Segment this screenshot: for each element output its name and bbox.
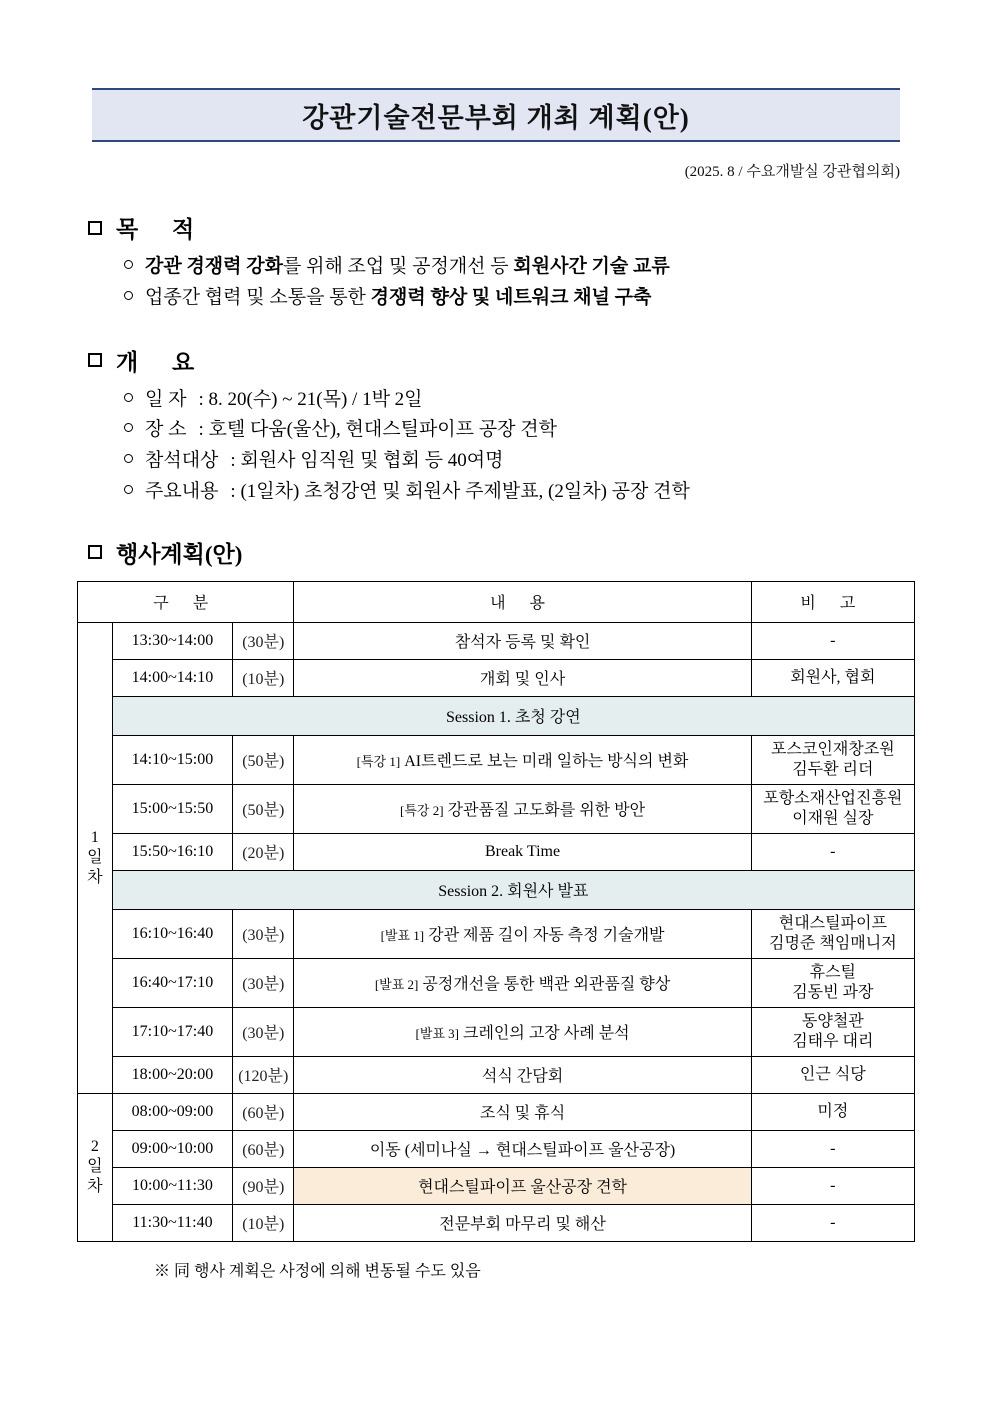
section-overview-bullets <box>124 385 918 508</box>
square-bullet-icon <box>88 221 102 235</box>
day-cell-1: 1 일 차 <box>78 622 113 1093</box>
circle-bullet-icon <box>124 260 133 269</box>
overview-label-contents: 주요내용 <box>145 480 219 502</box>
overview-value-date: : 8. 20(수) ~ 21(목) / 1박 2일 <box>198 388 423 410</box>
duration-cell: (30분) <box>233 622 294 659</box>
section-purpose-bullets <box>124 252 918 314</box>
table-row-session <box>78 870 915 909</box>
list-item <box>124 415 918 446</box>
list-item <box>124 385 918 416</box>
table-row <box>78 909 915 958</box>
session-header-2: Session 2. 회원사 발표 <box>112 870 914 909</box>
circle-bullet-icon <box>124 393 133 402</box>
table-row <box>78 1093 915 1130</box>
content-cell: 개회 및 인사 <box>294 659 751 696</box>
note-line-2: 김태우 대리 <box>792 1032 874 1050</box>
purpose-line-1: 강관 경쟁력 강화를 위해 조업 및 공정개선 등 회원사간 기술 교류 <box>145 256 670 277</box>
note-line-2: 이재원 실장 <box>792 809 874 827</box>
time-cell: 16:40~17:10 <box>112 958 232 1007</box>
duration-cell: (60분) <box>233 1130 294 1167</box>
section-overview-heading <box>88 344 918 377</box>
duration-cell: (90분) <box>233 1167 294 1204</box>
overview-label-place: 장 소 <box>145 419 187 441</box>
content-cell: 조식 및 휴식 <box>294 1093 751 1130</box>
time-cell: 15:00~15:50 <box>112 784 232 833</box>
document-title-bar <box>92 88 900 142</box>
note-cell: 회원사, 협회 <box>751 659 914 696</box>
content-tag: [특강 2] <box>400 803 444 819</box>
table-header-row <box>78 581 915 622</box>
content-text: AI트렌드로 보는 미래 일하는 방식의 변화 <box>404 753 689 771</box>
time-cell: 17:10~17:40 <box>112 1007 232 1056</box>
content-tag: [특강 1] <box>356 754 401 770</box>
note-cell <box>751 958 914 1007</box>
content-cell <box>294 958 751 1007</box>
time-cell: 11:30~11:40 <box>112 1204 232 1241</box>
time-cell: 10:00~11:30 <box>112 1167 232 1204</box>
content-text: 강관품질 고도화를 위한 방안 <box>447 802 646 820</box>
session-header-1: Session 1. 초청 강연 <box>112 696 914 735</box>
duration-cell: (50분) <box>233 735 294 784</box>
column-header-division: 구 분 <box>78 581 294 622</box>
duration-cell: (20분) <box>233 833 294 870</box>
note-line-2: 김명준 책임매니저 <box>769 934 897 952</box>
table-row <box>78 622 915 659</box>
table-row-session <box>78 696 915 735</box>
note-cell <box>751 784 914 833</box>
day-cell-2: 2 일 차 <box>78 1093 113 1241</box>
note-cell: - <box>751 833 914 870</box>
overview-value-attendees: : 회원사 임직원 및 협회 등 40여명 <box>230 450 504 472</box>
duration-cell: (10분) <box>233 659 294 696</box>
section-purpose-heading <box>88 211 918 244</box>
content-text: 크레인의 고장 사례 분석 <box>463 1025 630 1043</box>
duration-cell: (50분) <box>233 784 294 833</box>
note-line-1: 포스코인재창조원 <box>771 740 895 758</box>
note-line-1: 동양철관 <box>801 1012 864 1030</box>
note-cell: 인근 식당 <box>751 1056 914 1093</box>
duration-cell: (10분) <box>233 1204 294 1241</box>
duration-cell: (30분) <box>233 909 294 958</box>
list-item <box>124 252 918 283</box>
section-purpose <box>74 211 918 314</box>
content-cell <box>294 909 751 958</box>
note-cell: 미정 <box>751 1093 914 1130</box>
schedule-table <box>77 581 915 1242</box>
note-line-2: 김두환 리더 <box>792 760 874 778</box>
overview-label-attendees: 참석대상 <box>145 450 219 472</box>
time-cell: 08:00~09:00 <box>112 1093 232 1130</box>
document-subtitle: (2025. 8 / 수요개발실 강관협의회) <box>684 164 900 180</box>
table-row <box>78 659 915 696</box>
note-cell: - <box>751 1130 914 1167</box>
section-plan-title: 행사계획(안) <box>116 541 243 567</box>
table-row <box>78 833 915 870</box>
time-cell: 16:10~16:40 <box>112 909 232 958</box>
table-row <box>78 1007 915 1056</box>
note-cell: - <box>751 1167 914 1204</box>
duration-cell: (30분) <box>233 1007 294 1056</box>
section-overview-title: 개 요 <box>116 349 209 375</box>
table-row <box>78 735 915 784</box>
duration-cell: (60분) <box>233 1093 294 1130</box>
page-title: 강관기술전문부회 개최 계획(안) <box>302 102 690 133</box>
circle-bullet-icon <box>124 291 133 300</box>
note-line-1: 포항소재산업진흥원 <box>763 789 903 807</box>
content-tag: [발표 3] <box>415 1026 460 1042</box>
list-item <box>124 477 918 508</box>
note-cell <box>751 735 914 784</box>
duration-cell: (30분) <box>233 958 294 1007</box>
content-cell: 이동 (세미나실 → 현대스틸파이프 울산공장) <box>294 1130 751 1167</box>
column-header-note: 비 고 <box>751 581 914 622</box>
square-bullet-icon <box>88 545 102 559</box>
square-bullet-icon <box>88 353 102 367</box>
list-item <box>124 283 918 314</box>
table-row <box>78 1130 915 1167</box>
content-cell: 석식 간담회 <box>294 1056 751 1093</box>
footnote: ※ 同 행사 계획은 사정에 의해 변동될 수도 있음 <box>154 1262 481 1280</box>
content-cell: 전문부회 마무리 및 해산 <box>294 1204 751 1241</box>
time-cell: 14:00~14:10 <box>112 659 232 696</box>
time-cell: 18:00~20:00 <box>112 1056 232 1093</box>
time-cell: 15:50~16:10 <box>112 833 232 870</box>
overview-label-date: 일 자 <box>145 388 187 410</box>
circle-bullet-icon <box>124 485 133 494</box>
time-cell: 14:10~15:00 <box>112 735 232 784</box>
time-cell: 13:30~14:00 <box>112 622 232 659</box>
table-row <box>78 1204 915 1241</box>
content-cell-highlight: 현대스틸파이프 울산공장 견학 <box>294 1167 751 1204</box>
content-text: 공정개선을 통한 백관 외관품질 향상 <box>422 976 671 994</box>
table-row <box>78 958 915 1007</box>
content-cell <box>294 784 751 833</box>
column-header-content: 내 용 <box>294 581 751 622</box>
content-cell: 참석자 등록 및 확인 <box>294 622 751 659</box>
note-cell <box>751 909 914 958</box>
content-cell <box>294 735 751 784</box>
duration-cell: (120분) <box>233 1056 294 1093</box>
list-item <box>124 446 918 477</box>
note-line-1: 휴스틸 <box>809 963 857 981</box>
overview-value-contents: : (1일차) 초청강연 및 회원사 주제발표, (2일차) 공장 견학 <box>230 480 690 502</box>
content-tag: [발표 2] <box>374 977 419 993</box>
note-cell <box>751 1007 914 1056</box>
content-cell <box>294 1007 751 1056</box>
time-cell: 09:00~10:00 <box>112 1130 232 1167</box>
section-plan-heading <box>88 536 918 569</box>
table-row <box>78 1167 915 1204</box>
note-cell: - <box>751 622 914 659</box>
purpose-line-2: 업종간 협력 및 소통을 통한 경쟁력 향상 및 네트워크 채널 구축 <box>145 286 652 308</box>
note-cell: - <box>751 1204 914 1241</box>
circle-bullet-icon <box>124 423 133 432</box>
note-line-1: 현대스틸파이프 <box>778 914 887 932</box>
content-text: 강관 제품 길이 자동 측정 기술개발 <box>428 927 665 945</box>
overview-value-place: : 호텔 다움(울산), 현대스틸파이프 공장 견학 <box>198 419 557 441</box>
table-row <box>78 784 915 833</box>
section-purpose-title: 목 적 <box>116 217 209 242</box>
section-overview <box>74 344 918 508</box>
content-cell: Break Time <box>294 833 751 870</box>
content-tag: [발표 1] <box>380 928 425 944</box>
table-row <box>78 1056 915 1093</box>
note-line-2: 김동빈 과장 <box>792 983 874 1001</box>
circle-bullet-icon <box>124 454 133 463</box>
